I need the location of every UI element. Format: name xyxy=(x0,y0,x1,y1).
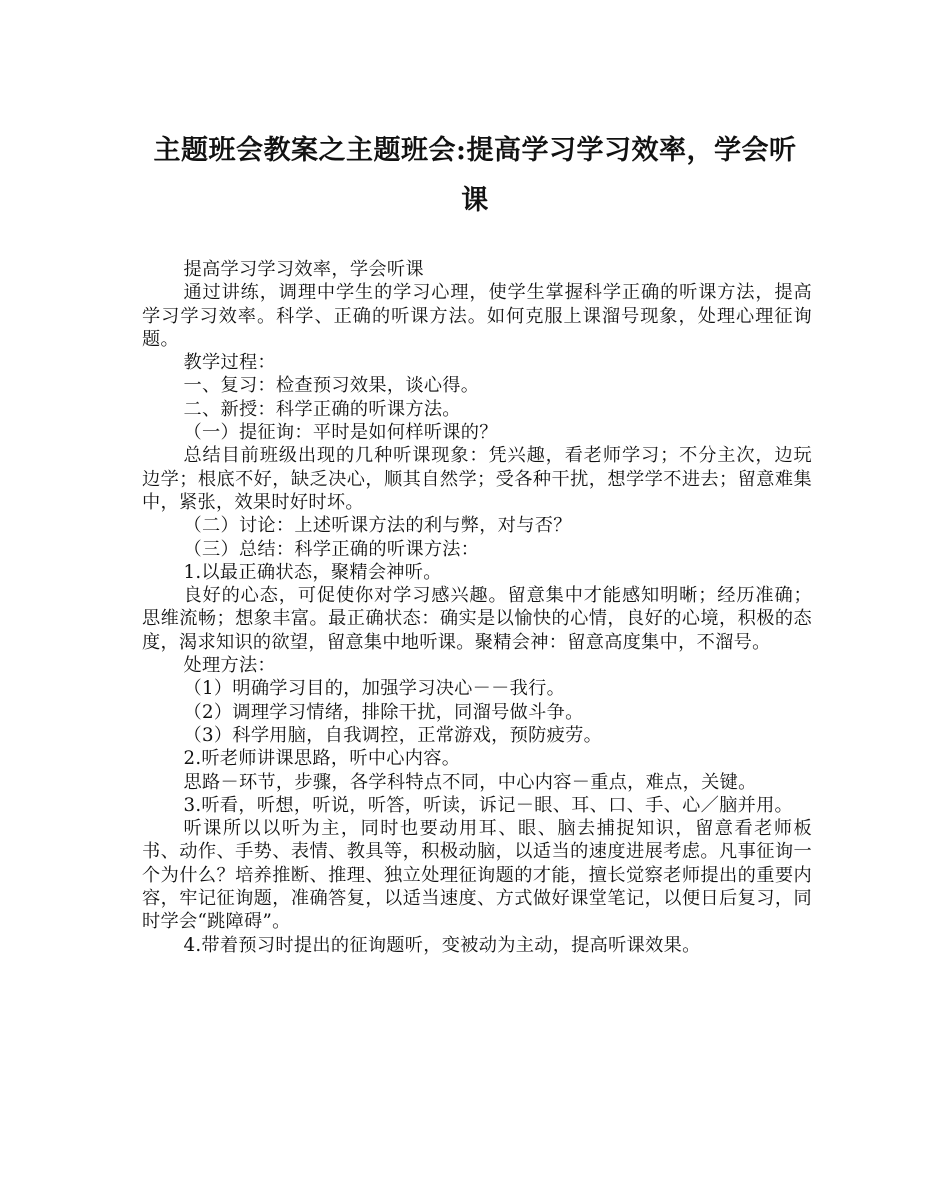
method-3-body: 听课所以以听为主，同时也要动用耳、眼、脑去捕捉知识，留意看老师板书、动作、手势、表情、教具等，积极动脑，以适当的速度进展考虑。凡事征询一个为什么？培养推断、推理、独立处理征询题的才能，擅长觉察老师提出的重要内容，牢记征询题，准确答复，以适当速度、方式做好课堂笔记，以便日后复习，同时学会“跳障碍”。 xyxy=(142,818,812,933)
method-2-heading: 2.听老师讲课思路，听中心内容。 xyxy=(183,748,461,770)
method-3-heading: 3.听看，听想，听说，听答，听读，诉记－眼、耳、口、手、心／脑并用。 xyxy=(183,794,794,816)
section-heading: 教学过程： xyxy=(183,352,276,374)
sub-step-discussion: （二）讨论：上述听课方法的利与弊，对与否？ xyxy=(183,515,572,537)
document-title xyxy=(140,126,810,226)
objective-paragraph: 通过讲练，调理中学生的学习心理，使学生掌握科学正确的听课方法，提高学习学习效率。科学、正确的听课方法。如何克服上课溜号现象，处理心理征询题。 xyxy=(142,282,812,350)
step-review: 一、复习：检查预习效果，谈心得。 xyxy=(183,375,480,397)
method-2-body: 思路－环节，步骤，各学科特点不同，中心内容－重点，难点，关键。 xyxy=(183,771,757,793)
sub-step-question: （一）提征询：平时是如何样听课的？ xyxy=(183,422,498,444)
title-line-2: 课 xyxy=(461,185,489,216)
method-1-heading: 1.以最正确状态，聚精会神听。 xyxy=(183,561,442,583)
method-4-heading: 4.带着预习时提出的征询题听，变被动为主动，提高听课效果。 xyxy=(183,934,701,956)
summary-paragraph: 总结目前班级出现的几种听课现象：凭兴趣，看老师学习；不分主次，边玩边学；根底不好，缺乏决心，顺其自然学；受各种干扰，想学学不进去；留意难集中，紧张，效果时好时坏。 xyxy=(142,445,812,513)
document-body xyxy=(142,258,812,957)
solution-item-2: （2）调理学习情绪，排除干扰，同溜号做斗争。 xyxy=(183,701,584,723)
title-line-1: 主题班会教案之主题班会:提高学习学习效率，学会听 xyxy=(153,135,797,166)
solution-heading: 处理方法： xyxy=(183,655,276,677)
solution-item-1: （1）明确学习目的，加强学习决心－－我行。 xyxy=(183,678,566,700)
method-1-body: 良好的心态，可促使你对学习感兴趣。留意集中才能感知明晰；经历准确；思维流畅；想象丰富。最正确状态：确实是以愉快的心情，良好的心境，积极的态度，渴求知识的欲望，留意集中地听课。聚精会神：留意高度集中，不溜号。 xyxy=(142,585,812,653)
sub-step-summary: （三）总结：科学正确的听课方法： xyxy=(183,538,480,560)
subtitle-paragraph: 提高学习学习效率，学会听课 xyxy=(183,259,424,280)
solution-item-3: （3）科学用脑，自我调控，正常游戏，预防疲劳。 xyxy=(183,724,603,746)
step-new-lesson: 二、新授：科学正确的听课方法。 xyxy=(183,398,461,420)
